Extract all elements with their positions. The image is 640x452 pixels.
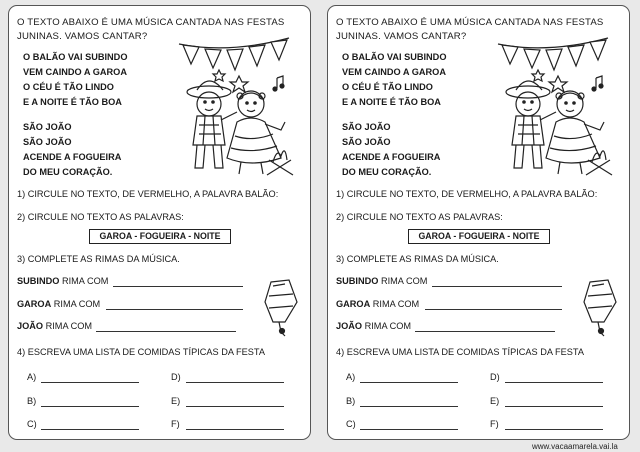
answer-line[interactable] xyxy=(360,406,458,407)
option-label: D) xyxy=(171,372,181,382)
question-2: 2) CIRCULE NO TEXTO AS PALAVRAS: xyxy=(336,212,503,222)
answer-line[interactable] xyxy=(505,406,603,407)
lyric-line: E A NOITE É TÃO BOA xyxy=(23,97,122,107)
question-3: 3) COMPLETE AS RIMAS DA MÚSICA. xyxy=(336,254,499,264)
rhyme-row xyxy=(17,321,92,331)
lyric-line: ACENDE A FOGUEIRA xyxy=(23,152,122,162)
lyric-line: VEM CAINDO A GAROA xyxy=(23,67,127,77)
lyric-line: SÃO JOÃO xyxy=(342,137,391,147)
option-label: E) xyxy=(490,396,500,406)
rhyme-suffix: RIMA COM xyxy=(45,321,93,331)
lyric-line: SÃO JOÃO xyxy=(23,137,72,147)
lyric-line: O CÉU É TÃO LINDO xyxy=(23,82,114,92)
answer-line[interactable] xyxy=(186,406,284,407)
question-4: 4) ESCREVA UMA LISTA DE COMIDAS TÍPICAS DA FESTA xyxy=(17,347,265,357)
rhyme-word: GAROA xyxy=(17,299,52,309)
option-label: B) xyxy=(346,396,356,406)
worksheet-right xyxy=(327,5,630,440)
words-box: GAROA - FOGUEIRA - NOITE xyxy=(408,229,550,244)
answer-line[interactable] xyxy=(96,331,236,332)
lyric-line: SÃO JOÃO xyxy=(342,122,391,132)
answer-line[interactable] xyxy=(505,382,603,383)
option-label: C) xyxy=(27,419,37,429)
lyric-line: SÃO JOÃO xyxy=(23,122,72,132)
answer-line[interactable] xyxy=(106,309,243,310)
answer-line[interactable] xyxy=(41,382,139,383)
answer-line[interactable] xyxy=(432,286,562,287)
answer-line[interactable] xyxy=(415,331,555,332)
rhyme-word: SUBINDO xyxy=(17,276,60,286)
lyric-line: O BALÃO VAI SUBINDO xyxy=(23,52,128,62)
lyric-line: ACENDE A FOGUEIRA xyxy=(342,152,441,162)
festa-junina-illustration xyxy=(488,30,623,180)
answer-line[interactable] xyxy=(505,429,603,430)
rhyme-word: JOÃO xyxy=(17,321,44,331)
rhyme-suffix: RIMA COM xyxy=(53,299,101,309)
answer-line[interactable] xyxy=(186,382,284,383)
rhyme-word: JOÃO xyxy=(336,321,363,331)
question-3: 3) COMPLETE AS RIMAS DA MÚSICA. xyxy=(17,254,180,264)
question-2: 2) CIRCULE NO TEXTO AS PALAVRAS: xyxy=(17,212,184,222)
rhyme-row xyxy=(336,299,419,309)
lyric-line: VEM CAINDO A GAROA xyxy=(342,67,446,77)
option-label: A) xyxy=(346,372,356,382)
balloon-lantern-icon xyxy=(261,276,301,338)
option-label: A) xyxy=(27,372,37,382)
answer-line[interactable] xyxy=(360,429,458,430)
answer-line[interactable] xyxy=(113,286,243,287)
rhyme-suffix: RIMA COM xyxy=(380,276,428,286)
intro-text: O TEXTO ABAIXO É UMA MÚSICA CANTADA NAS FESTAS JUNINAS. VAMOS CANTAR? xyxy=(336,17,604,42)
words-box: GAROA - FOGUEIRA - NOITE xyxy=(89,229,231,244)
option-label: B) xyxy=(27,396,37,406)
option-label: F) xyxy=(490,419,499,429)
rhyme-row xyxy=(17,299,100,309)
lyrics-verse-1 xyxy=(23,50,127,110)
answer-line[interactable] xyxy=(41,429,139,430)
option-label: E) xyxy=(171,396,181,406)
option-label: F) xyxy=(171,419,180,429)
footer-url: www.vacaamarela.vai.la xyxy=(532,442,618,451)
rhyme-suffix: RIMA COM xyxy=(372,299,420,309)
answer-line[interactable] xyxy=(41,406,139,407)
rhyme-word: SUBINDO xyxy=(336,276,379,286)
answer-line[interactable] xyxy=(360,382,458,383)
option-label: C) xyxy=(346,419,356,429)
rhyme-row xyxy=(17,276,108,286)
lyric-line: E A NOITE É TÃO BOA xyxy=(342,97,441,107)
rhyme-suffix: RIMA COM xyxy=(61,276,109,286)
lyrics-verse-2 xyxy=(23,120,121,180)
question-1: 1) CIRCULE NO TEXTO, DE VERMELHO, A PALAVRA BALÃO: xyxy=(336,189,598,199)
answer-line[interactable] xyxy=(186,429,284,430)
lyric-line: O BALÃO VAI SUBINDO xyxy=(342,52,447,62)
lyric-line: DO MEU CORAÇÃO. xyxy=(23,167,113,177)
question-4: 4) ESCREVA UMA LISTA DE COMIDAS TÍPICAS DA FESTA xyxy=(336,347,584,357)
rhyme-row xyxy=(336,321,411,331)
balloon-lantern-icon xyxy=(580,276,620,338)
intro-text: O TEXTO ABAIXO É UMA MÚSICA CANTADA NAS FESTAS JUNINAS. VAMOS CANTAR? xyxy=(17,17,285,42)
festa-junina-illustration xyxy=(169,30,304,180)
rhyme-suffix: RIMA COM xyxy=(364,321,412,331)
question-1: 1) CIRCULE NO TEXTO, DE VERMELHO, A PALAVRA BALÃO: xyxy=(17,189,279,199)
answer-line[interactable] xyxy=(425,309,562,310)
rhyme-row xyxy=(336,276,427,286)
lyrics-verse-1 xyxy=(342,50,446,110)
lyrics-verse-2 xyxy=(342,120,440,180)
worksheet-left xyxy=(8,5,311,440)
lyric-line: O CÉU É TÃO LINDO xyxy=(342,82,433,92)
option-label: D) xyxy=(490,372,500,382)
lyric-line: DO MEU CORAÇÃO. xyxy=(342,167,432,177)
rhyme-word: GAROA xyxy=(336,299,371,309)
